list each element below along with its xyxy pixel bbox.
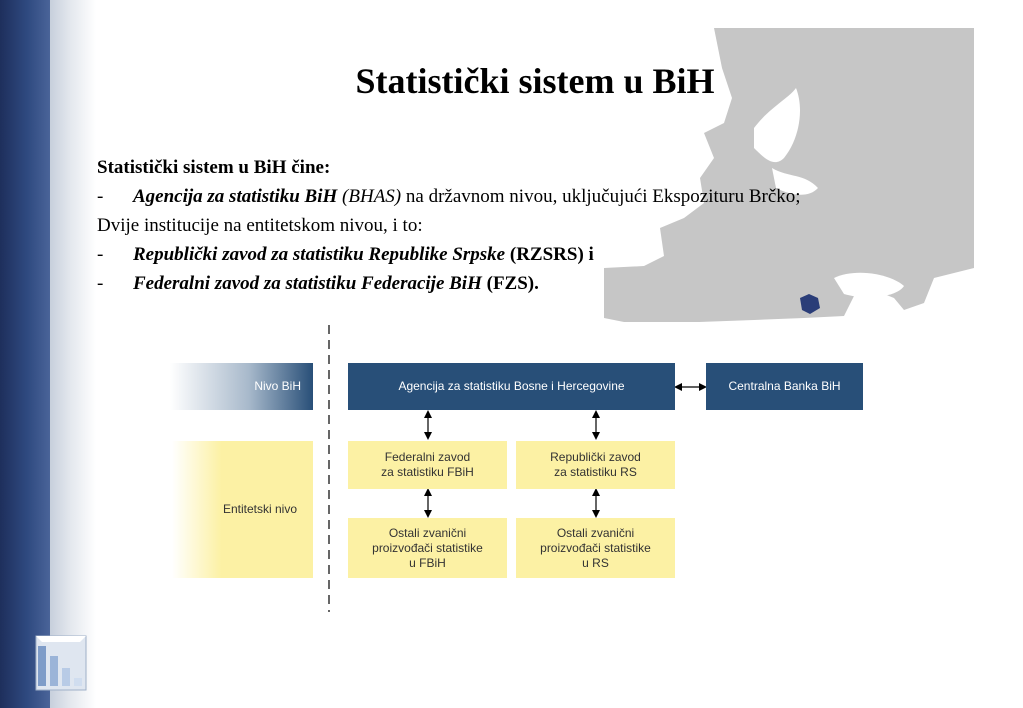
rzsrs-name: Republički zavod za statistiku Republike Srpske	[133, 244, 506, 265]
rs-institute-box: Republički zavod za statistiku RS	[516, 441, 675, 489]
fzs-end: .	[534, 273, 539, 294]
bhas-name: Agencija za statistiku BiH	[133, 186, 338, 207]
central-bank-box: Centralna Banka BiH	[706, 363, 863, 410]
agency-box: Agencija za statistiku Bosne i Hercegovine	[348, 363, 675, 410]
fzs-name: Federalni zavod za statistiku Federacije BiH	[133, 273, 482, 294]
level-entity-label: Entitetski nivo	[172, 441, 313, 578]
intro-line2: Dvije institucije na entitetskom nivou, i to:	[97, 215, 423, 236]
bullet-dash: -	[97, 186, 104, 207]
fbih-institute-box: Federalni zavod za statistiku FBiH	[348, 441, 507, 489]
fbih-other-producers-box: Ostali zvanični proizvođači statistike u FBiH	[348, 518, 507, 578]
rs-other-producers-box: Ostali zvanični proizvođači statistike u RS	[516, 518, 675, 578]
bhas-rest: na državnom nivou, uključujući Ekspozituru Brčko;	[405, 186, 801, 207]
bullet-dash: -	[97, 244, 104, 265]
rzsrs-abbr: (RZSRS) i	[509, 244, 594, 265]
intro-heading: Statistički sistem u BiH čine:	[97, 157, 331, 178]
bhas-abbr: (BHAS)	[342, 186, 402, 207]
page-title: Statistički sistem u BiH	[355, 61, 715, 101]
level-bih-label: Nivo BiH	[170, 363, 313, 410]
fzs-abbr: (FZS)	[486, 273, 535, 294]
bullet-dash: -	[97, 273, 104, 294]
